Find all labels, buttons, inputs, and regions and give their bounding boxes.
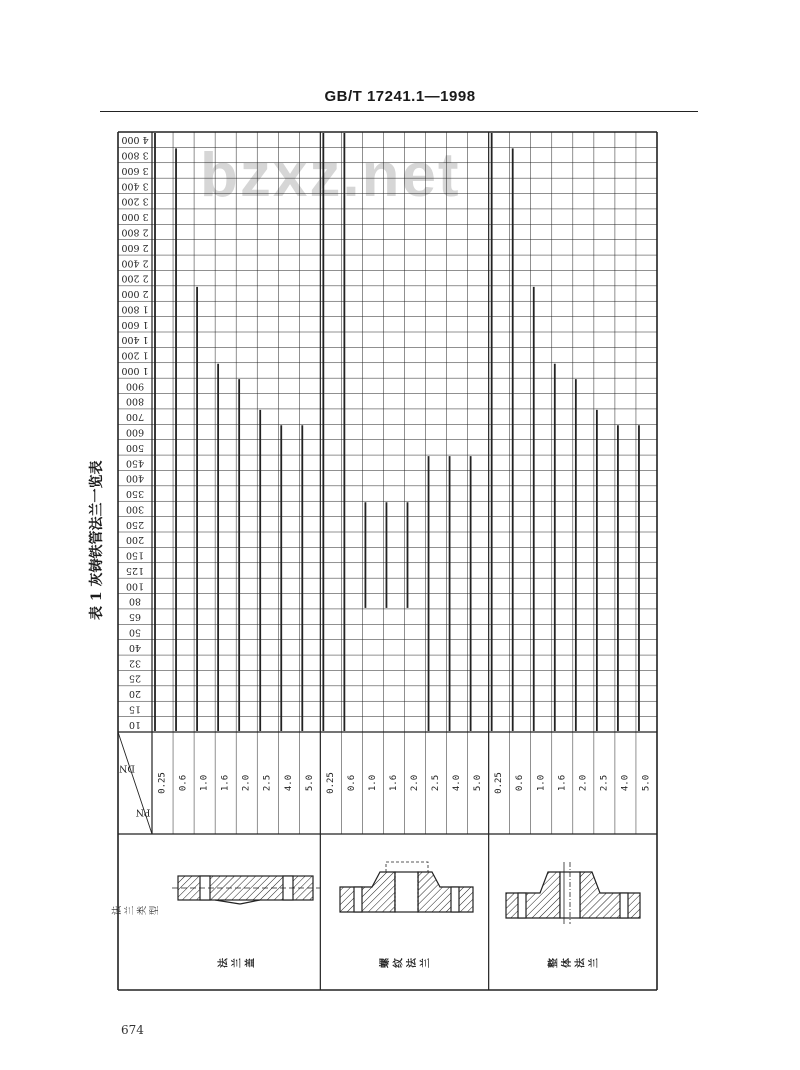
pn-label: 2.0 xyxy=(578,774,589,792)
dn-label: 3 000 xyxy=(121,211,149,223)
dn-label: 2 200 xyxy=(121,272,149,284)
dn-label: 1 400 xyxy=(121,334,149,346)
pn-label: 1.0 xyxy=(536,774,547,792)
pn-label: 2.5 xyxy=(599,774,610,792)
integral-flange-drawing xyxy=(506,862,640,924)
dn-label: 300 xyxy=(125,503,145,515)
pn-label: 0.6 xyxy=(346,774,357,792)
dn-label: 32 xyxy=(128,657,142,669)
pn-label: 0.25 xyxy=(157,772,168,794)
dn-label: 3 600 xyxy=(121,164,149,176)
pn-label: 2.0 xyxy=(241,774,252,792)
dn-label: 2 800 xyxy=(121,226,149,238)
pn-label: 0.6 xyxy=(178,774,189,792)
pn-label: 4.0 xyxy=(620,774,631,792)
dn-label: 2 600 xyxy=(121,241,149,253)
dn-header: DN xyxy=(119,762,135,774)
pn-label: 0.25 xyxy=(325,772,336,794)
dn-label: 600 xyxy=(125,426,145,438)
dn-label: 200 xyxy=(125,534,145,546)
table-caption: 表 1 灰铸铁管法兰一览表 xyxy=(89,460,105,620)
pn-label: 1.6 xyxy=(220,774,231,792)
dn-label: 2 400 xyxy=(121,257,149,269)
table-labels xyxy=(111,134,652,970)
pn-label: 2.0 xyxy=(410,774,421,792)
dn-label: 350 xyxy=(125,488,145,500)
dn-label: 10 xyxy=(128,718,142,730)
pn-header: PN xyxy=(135,806,151,818)
dn-label: 25 xyxy=(128,672,142,684)
dn-label: 3 200 xyxy=(121,195,149,207)
type-header: 法 兰 类 型 xyxy=(111,906,159,918)
watermark: bzxz.net xyxy=(200,141,461,210)
pn-label: 1.0 xyxy=(199,774,210,792)
pn-label: 5.0 xyxy=(641,774,652,792)
dn-label: 500 xyxy=(125,441,145,453)
dn-label: 250 xyxy=(125,518,145,530)
pn-label: 2.5 xyxy=(431,774,442,792)
dn-label: 1 600 xyxy=(121,318,149,330)
pn-label: 2.5 xyxy=(262,774,273,792)
dn-label: 20 xyxy=(128,688,142,700)
dn-label: 150 xyxy=(125,549,145,561)
flange-type-label: 整 体 法 兰 xyxy=(547,959,599,971)
header-diagonal xyxy=(118,732,152,834)
dn-label: 80 xyxy=(128,595,142,607)
dn-label: 1 800 xyxy=(121,303,149,315)
dn-label: 900 xyxy=(125,380,145,392)
pn-label: 1.6 xyxy=(388,774,399,792)
dn-label: 125 xyxy=(125,564,145,576)
pn-label: 4.0 xyxy=(452,774,463,792)
dn-label: 65 xyxy=(128,611,142,623)
pn-label: 0.25 xyxy=(494,772,505,794)
dn-label: 400 xyxy=(125,472,145,484)
pn-label: 1.6 xyxy=(557,774,568,792)
threaded-flange-drawing xyxy=(340,862,473,912)
dn-label: 15 xyxy=(128,703,142,715)
dn-label: 100 xyxy=(125,580,145,592)
dn-label: 40 xyxy=(128,641,142,653)
dn-label: 3 400 xyxy=(121,180,149,192)
dn-label: 450 xyxy=(125,457,145,469)
dn-label: 800 xyxy=(125,395,145,407)
blind-flange-drawing xyxy=(172,876,320,904)
range-bars xyxy=(155,133,639,731)
dn-label: 2 000 xyxy=(121,288,149,300)
dn-label: 700 xyxy=(125,411,145,423)
flange-type-label: 螺 纹 法 兰 xyxy=(379,959,430,971)
pn-label: 4.0 xyxy=(283,774,294,792)
pn-label: 1.0 xyxy=(367,774,378,792)
flange-drawings xyxy=(172,862,640,924)
pn-label: 5.0 xyxy=(304,774,315,792)
dn-label: 3 800 xyxy=(121,149,149,161)
dn-label: 1 000 xyxy=(121,364,149,376)
dn-label: 4 000 xyxy=(121,134,149,146)
standard-header: GB/T 17241.1—1998 xyxy=(324,88,476,105)
pn-label: 5.0 xyxy=(473,774,484,792)
dn-label: 1 200 xyxy=(121,349,149,361)
flange-type-label: 法 兰 盖 xyxy=(217,959,255,971)
page-number: 674 xyxy=(121,1023,144,1037)
dn-label: 50 xyxy=(128,626,142,638)
pn-label: 0.6 xyxy=(515,774,526,792)
